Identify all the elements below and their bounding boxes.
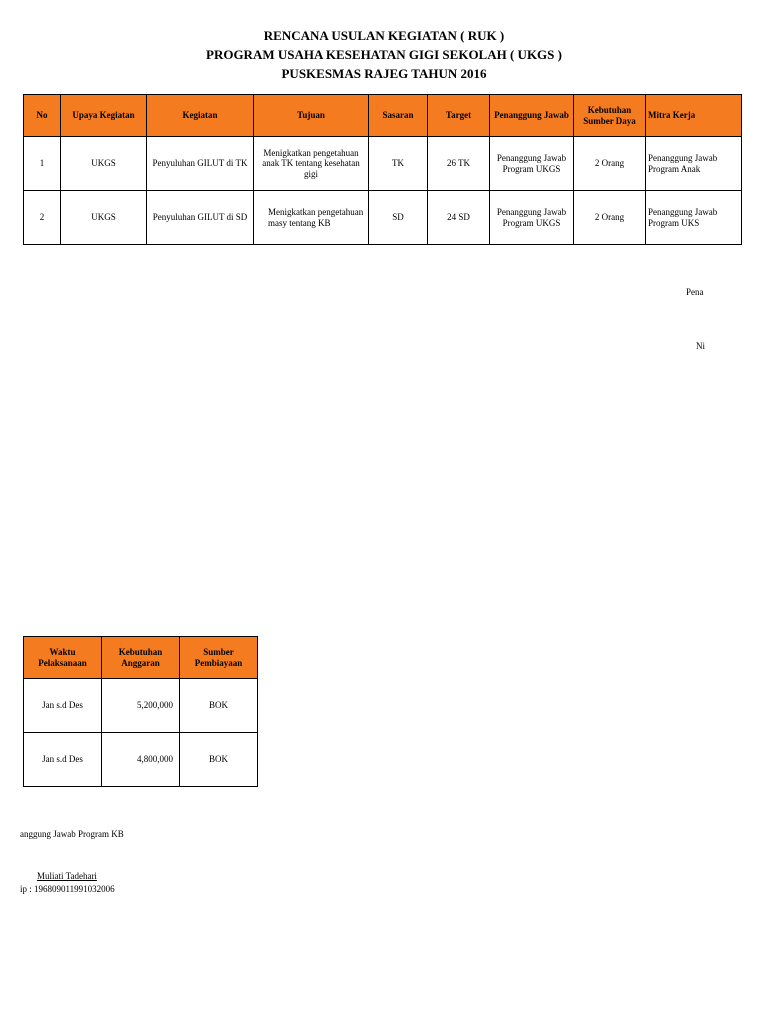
signature-name: Muliati Tadehari (37, 871, 97, 881)
cell-sumber: BOK (180, 679, 258, 733)
main-table (23, 94, 742, 245)
cell-waktu: Jan s.d Des (24, 733, 102, 787)
col-waktu-pelaksanaan: Waktu Pelaksanaan (24, 637, 102, 679)
cell-kegiatan: Penyuluhan GILUT di TK (147, 137, 254, 191)
doc-title: RENCANA USULAN KEGIATAN ( RUK ) (263, 28, 505, 43)
cell-tujuan: Menigkatkan pengetahuan anak TK tentang kesehatan gigi (254, 137, 369, 191)
table-row (24, 733, 258, 787)
cell-mitra: Penanggung Jawab Program UKS (646, 191, 742, 245)
col-sumber-pembiayaan: Sumber Pembiayaan (180, 637, 258, 679)
signature-fragment-nip: Ni (696, 341, 705, 351)
cell-no: 1 (24, 137, 61, 191)
col-no: No (24, 95, 61, 137)
cell-sumber: BOK (180, 733, 258, 787)
table-row (24, 191, 742, 245)
col-target: Target (428, 95, 490, 137)
col-kebutuhan-sumber-daya: Kebutuhan Sumber Daya (574, 95, 646, 137)
cell-penanggung-jawab: Penanggung Jawab Program UKGS (490, 137, 574, 191)
budget-table-header (24, 637, 258, 679)
doc-subtitle-puskesmas: PUSKESMAS RAJEG TAHUN 2016 (281, 66, 487, 81)
cell-upaya: UKGS (61, 191, 147, 245)
signature-fragment-role: Pena (686, 287, 704, 297)
budget-table (23, 636, 258, 787)
col-upaya-kegiatan: Upaya Kegiatan (61, 95, 147, 137)
cell-penanggung-jawab: Penanggung Jawab Program UKGS (490, 191, 574, 245)
cell-tujuan: Menigkatkan pengetahuan masy tentang KB (254, 191, 369, 245)
main-table-viewport (0, 0, 718, 260)
cell-sumber-daya: 2 Orang (574, 191, 646, 245)
signature-role: anggung Jawab Program KB (20, 829, 124, 839)
cell-waktu: Jan s.d Des (24, 679, 102, 733)
col-penanggung-jawab: Penanggung Jawab (490, 95, 574, 137)
main-table-header (24, 95, 742, 137)
col-tujuan: Tujuan (254, 95, 369, 137)
cell-target: 26 TK (428, 137, 490, 191)
cell-sasaran: TK (369, 137, 428, 191)
cell-kegiatan: Penyuluhan GILUT di SD (147, 191, 254, 245)
cell-sumber-daya: 2 Orang (574, 137, 646, 191)
col-sasaran: Sasaran (369, 95, 428, 137)
table-row (24, 137, 742, 191)
table-row (24, 679, 258, 733)
cell-sasaran: SD (369, 191, 428, 245)
cell-no: 2 (24, 191, 61, 245)
cell-anggaran: 5,200,000 (102, 679, 180, 733)
cell-upaya: UKGS (61, 137, 147, 191)
signature-nip: ip : 196809011991032006 (20, 884, 115, 894)
col-kegiatan: Kegiatan (147, 95, 254, 137)
cell-anggaran: 4,800,000 (102, 733, 180, 787)
doc-subtitle-program: PROGRAM USAHA KESEHATAN GIGI SEKOLAH ( UKGS ) (206, 47, 562, 62)
col-kebutuhan-anggaran: Kebutuhan Anggaran (102, 637, 180, 679)
cell-mitra: Penanggung Jawab Program Anak (646, 137, 742, 191)
col-mitra-kerja: Mitra Kerja (646, 95, 742, 137)
cell-target: 24 SD (428, 191, 490, 245)
